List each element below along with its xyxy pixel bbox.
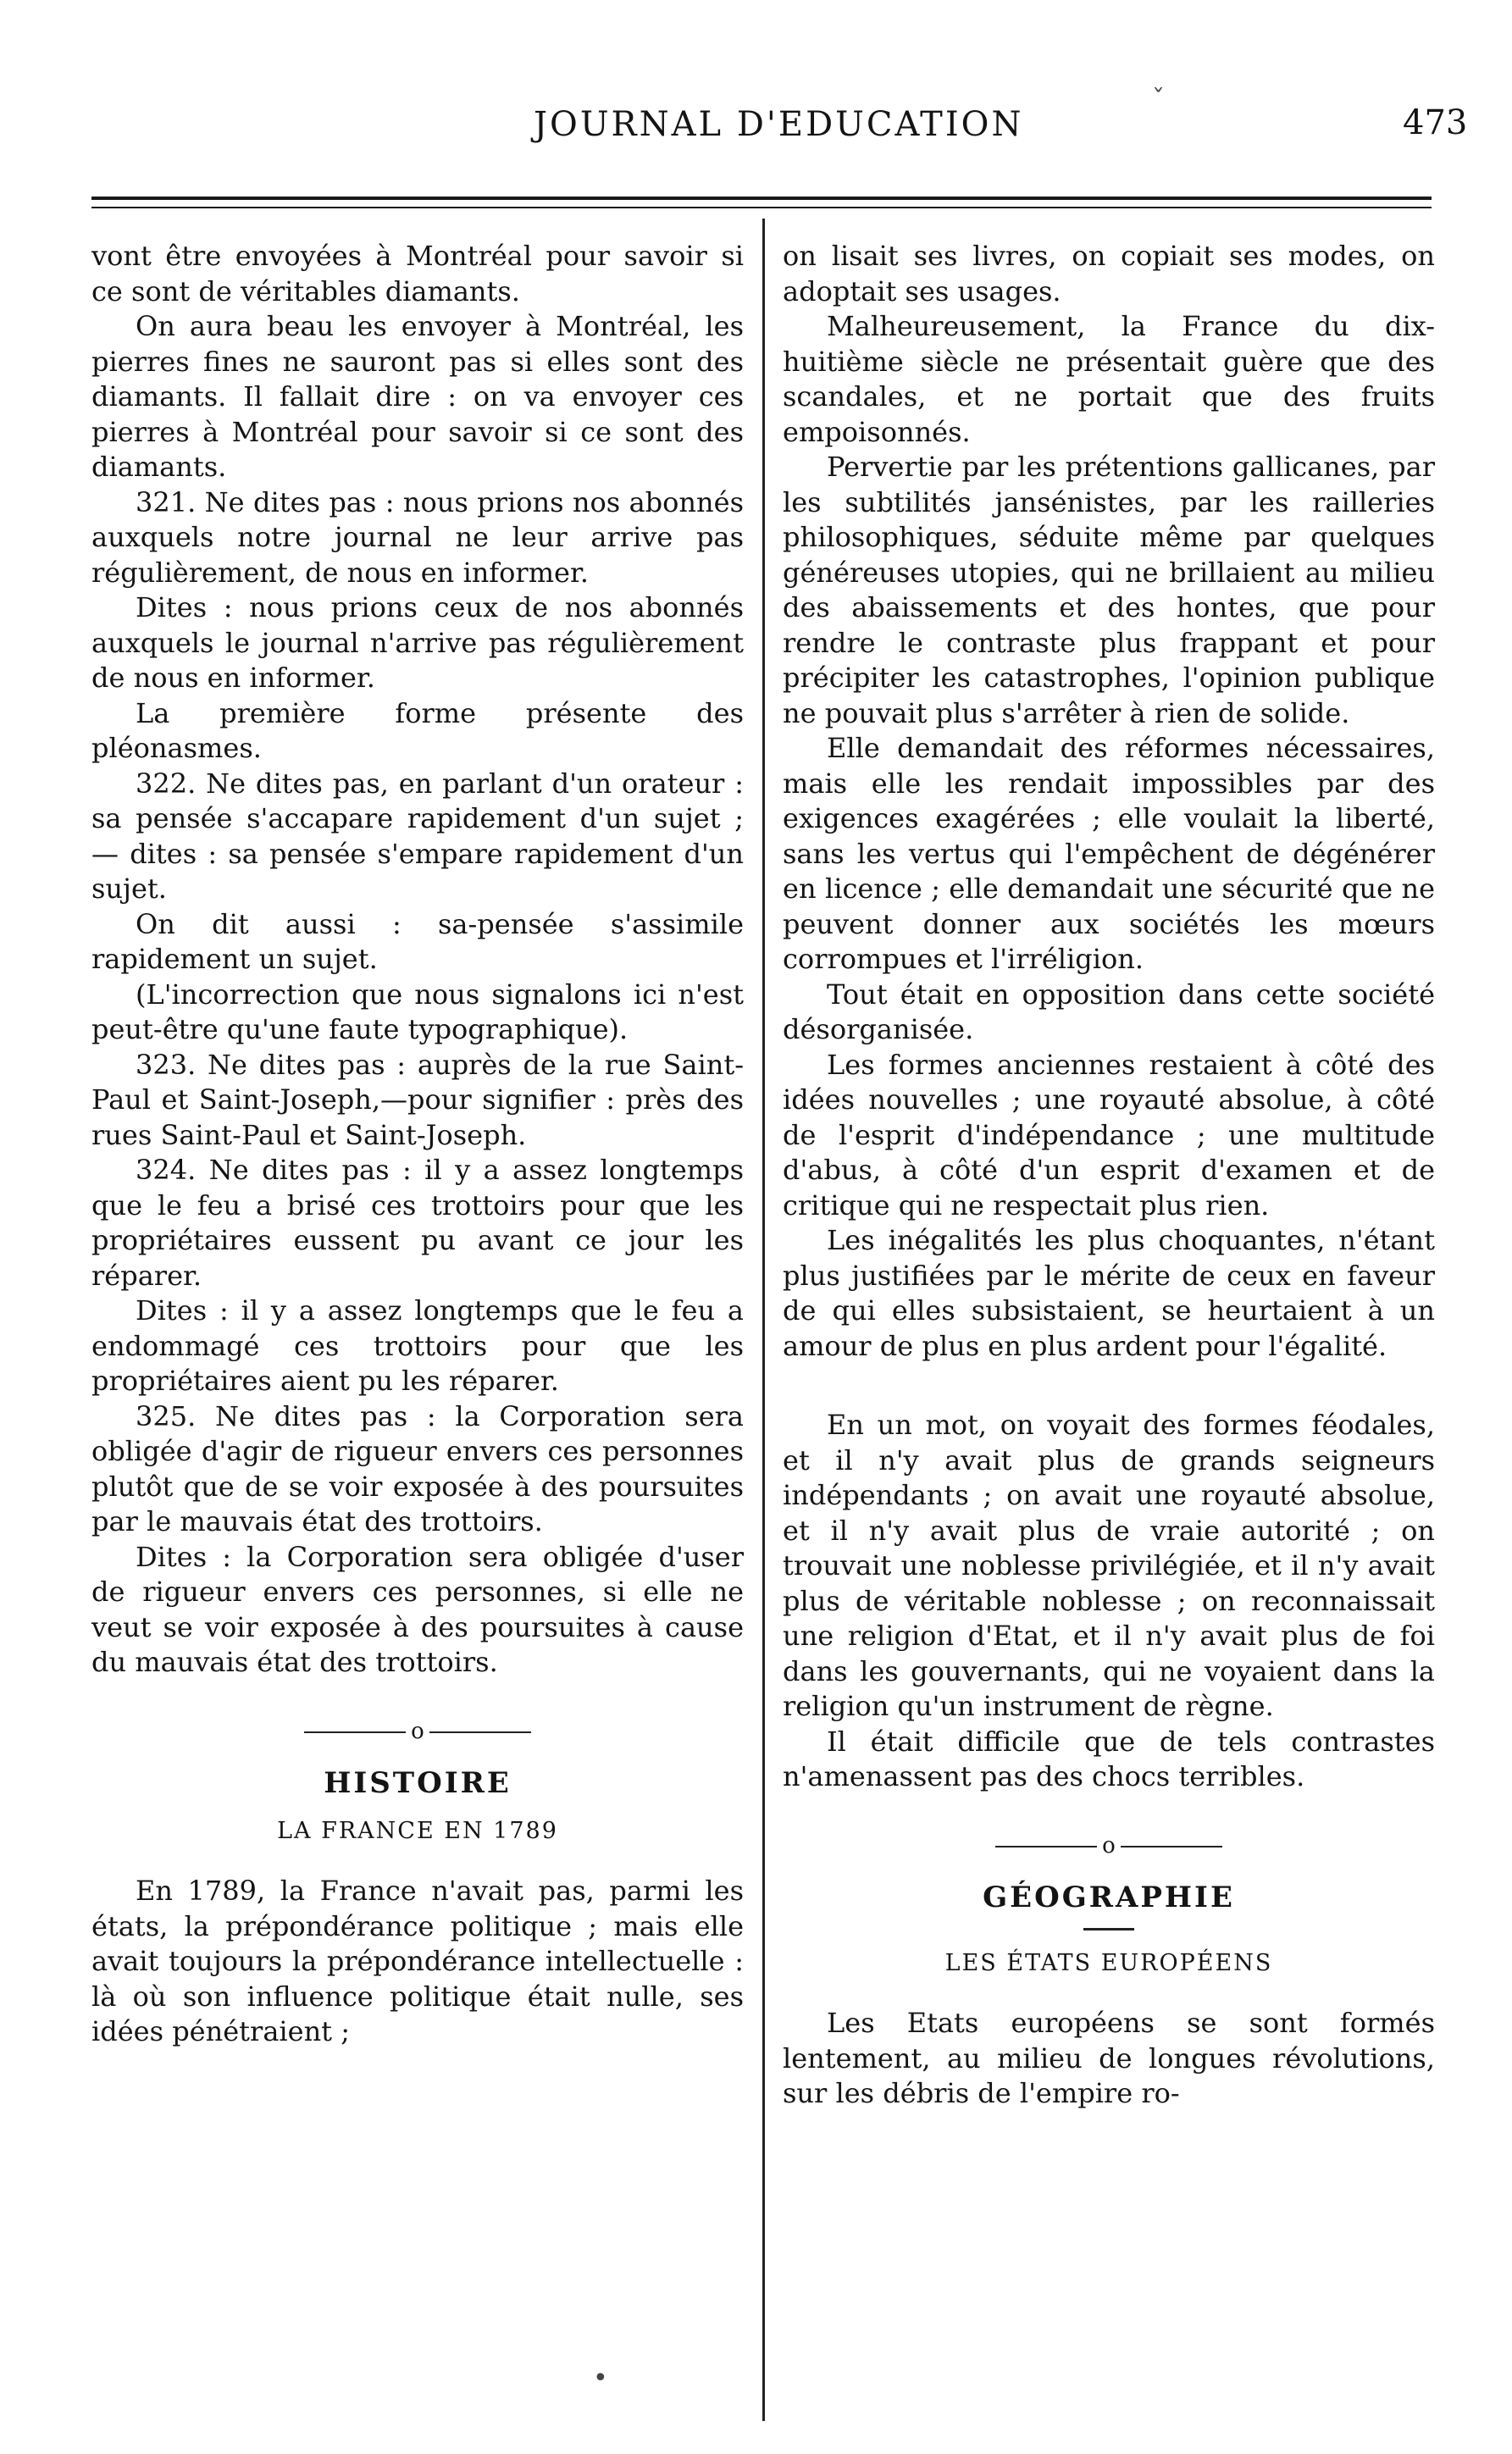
left-paragraph: La première forme présente des pléonasmes. [91, 696, 744, 764]
left-paragraph: Dites : nous prions ceux de nos abonnés auxquels le journal n'arrive pas régulièrement de nous en informer. [91, 591, 744, 694]
print-speck: ˇ [1152, 85, 1165, 114]
left-paragraph: 322. Ne dites pas, en parlant d'un orateur : sa pensée s'accapare rapidement d'un sujet ; — dites : sa pensée s'empare rapidement d'un sujet. [91, 767, 744, 905]
paragraph-gap [783, 1364, 1435, 1408]
right-paragraph: Malheureusement, la France du dix-huitième siècle ne présentait guère que des scandales, et ne portait que des fruits empoisonnés. [783, 310, 1435, 448]
right-paragraph: En un mot, on voyait des formes féodales, et il n'y avait plus de grands seigneurs indépendants ; on avait une royauté absolue, et il n'y avait plus de vraie autorité ; on trouvait une noblesse privilégiée, et il n'y avait plus de véritable noblesse ; on reconnaissait une religion d'Etat, et il n'y avait plus de foi dans les gouvernants, qui ne voyaient dans la religion qu'un instrument de règne. [783, 1409, 1435, 1722]
section-subtitle-histoire: LA FRANCE EN 1789 [277, 1817, 558, 1844]
right-paragraph: on lisait ses livres, on copiait ses modes, on adoptait ses usages. [783, 240, 1435, 307]
section-title-geographie: GÉOGRAPHIE [983, 1881, 1235, 1914]
histoire-paragraph: En 1789, la France n'avait pas, parmi les états, la prépondérance politique ; mais elle avait toujours la prépondérance intellectuelle : là où son influence politique était nulle, ses idées pénétraient ; [91, 1875, 744, 2047]
left-column [91, 239, 744, 2050]
page-number: 473 [1403, 103, 1468, 142]
left-paragraph: 324. Ne dites pas : il y a assez longtemps que le feu a brisé ces trottoirs pour que les propriétaires eussent pu avant ce jour les réparer. [91, 1154, 744, 1292]
section-subtitle-geographie: LES ÉTATS EUROPÉENS [944, 1949, 1273, 1976]
left-paragraph: vont être envoyées à Montréal pour savoir si ce sont de véritables diamants. [91, 240, 744, 307]
right-paragraph: Elle demandait des réformes nécessaires, mais elle les rendait impossibles par des exigences exagérées ; elle voulait la liberté, sans les vertus qui l'empêchent de dégénérer en licence ; elle demandait une sécurité que ne peuvent donner aux sociétés les mœurs corrompues et l'irréligion. [783, 732, 1435, 975]
right-paragraph: Il était difficile que de tels contrastes n'amenassent pas des chocs terribles. [783, 1725, 1435, 1792]
print-speck: • [593, 2363, 608, 2393]
right-paragraph: Tout était en opposition dans cette société désorganisée. [783, 978, 1435, 1045]
section-separator: o [783, 1829, 1435, 1864]
header-rule-thick [91, 197, 1432, 200]
left-paragraph: 323. Ne dites pas : auprès de la rue Saint-Paul et Saint-Joseph,—pour signifier : près des rues Saint-Paul et Saint-Joseph. [91, 1048, 744, 1151]
title-rule [1083, 1928, 1134, 1931]
section-title-histoire: HISTOIRE [324, 1766, 512, 1800]
left-paragraph: 325. Ne dites pas : la Corporation sera obligée d'agir de rigueur envers ces personnes plutôt que de se voir exposée à des poursuites par le mauvais état des trottoirs. [91, 1399, 744, 1537]
right-paragraph: Les formes anciennes restaient à côté des idées nouvelles ; une royauté absolue, à côté de l'esprit d'indépendance ; une multitude d'abus, à côté d'un esprit d'examen et de critique qui ne respectait plus rien. [783, 1048, 1435, 1221]
geographie-paragraph: Les Etats européens se sont formés lentement, au milieu de longues révolutions, sur les débris de l'empire ro- [783, 2007, 1435, 2109]
right-paragraph: Pervertie par les prétentions gallicanes, par les subtilités jansénistes, par les railleries philosophiques, séduite même par quelques généreuses utopies, qui ne brillaient au milieu des abaissements et des hontes, que pour rendre le contraste plus frappant et pour précipiter les catastrophes, l'opinion publique ne pouvait plus s'arrêter à rien de solide. [783, 451, 1435, 729]
left-paragraph: 321. Ne dites pas : nous prions nos abonnés auxquels notre journal ne leur arrive pas régulièrement, de nous en informer. [91, 485, 744, 589]
left-paragraph: (L'incorrection que nous signalons ici n'est peut-être qu'une faute typographique). [91, 978, 744, 1045]
right-column [783, 239, 1435, 2112]
left-paragraph: Dites : la Corporation sera obligée d'user de rigueur envers ces personnes, si elle ne veut se voir exposée à des poursuites à cause du mauvais état des trottoirs. [91, 1540, 744, 1678]
header-rule-thin [91, 207, 1432, 208]
column-divider [762, 219, 765, 2421]
left-paragraph: Dites : il y a assez longtemps que le feu a endommagé ces trottoirs pour que les propriétaires aient pu les réparer. [91, 1294, 744, 1397]
left-paragraph: On dit aussi : sa-pensée s'assimile rapidement un sujet. [91, 907, 744, 975]
left-paragraph: On aura beau les envoyer à Montréal, les pierres fines ne sauront pas si elles sont des diamants. Il fallait dire : on va envoyer ces pierres à Montréal pour savoir si ce sont des diamants. [91, 310, 744, 483]
right-paragraph: Les inégalités les plus choquantes, n'étant plus justifiées par le mérite de ceux en faveur de qui elles subsistaient, se heurtaient à un amour de plus en plus ardent pour l'égalité. [783, 1224, 1435, 1362]
section-separator: o [91, 1714, 744, 1750]
running-head: JOURNAL D'EDUCATION [534, 105, 1024, 144]
